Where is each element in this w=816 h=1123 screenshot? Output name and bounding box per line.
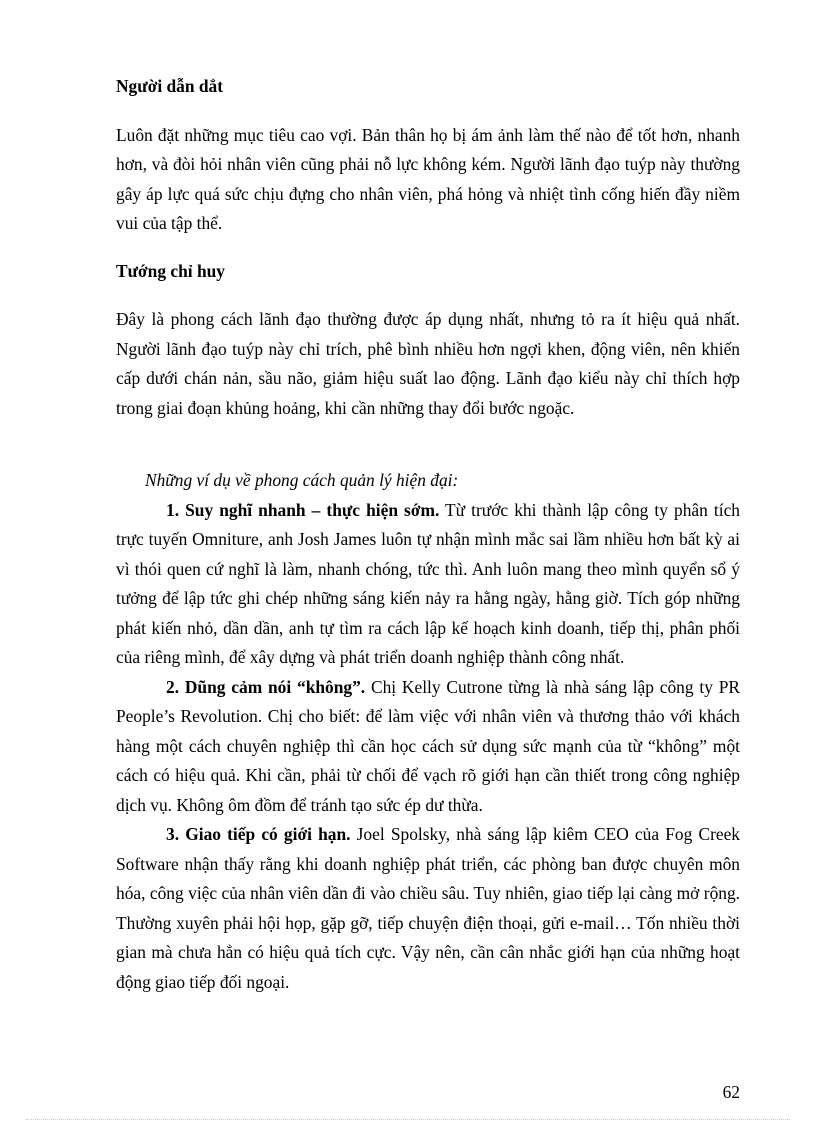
section-body-tuong-chi-huy: Đây là phong cách lãnh đạo thường được áp dụng nhất, nhưng tỏ ra ít hiệu quả nhất. Người lãnh đạo tuýp này chỉ trích, phê bình nhiều hơn ngợi khen, động viên, nên khiến cấp dưới chán nản, sầu não, giảm hiệu suất lao động. Lãnh đạo kiểu này chỉ thích hợp trong giai đoạn khủng hoảng, khi cần những thay đổi bước ngoặc. [116, 309, 740, 418]
page-content [116, 72, 740, 997]
example-item-1-lead: 1. Suy nghĩ nhanh – thực hiện sớm. [166, 499, 440, 520]
section-heading-tuong-chi-huy: Tướng chỉ huy [116, 260, 225, 281]
example-item-3 [116, 820, 740, 997]
example-item-2-text: Chị Kelly Cutrone từng là nhà sáng lập công ty PR People’s Revolution. Chị cho biết: để làm việc với nhân viên và thương thảo với khách hàng một cách chuyên nghiệp thì cần học cách sử dụng sức mạnh của từ “không” một cách có hiệu quả. Khi cần, phải từ chối để vạch rõ giới hạn cần thiết trong công nghiệp dịch vụ. Không ôm đồm để tránh tạo sức ép dư thừa. [116, 676, 740, 815]
examples-intro: Những ví dụ về phong cách quản lý hiện đại: [145, 470, 459, 490]
section-heading-nguoi-dan-dat: Người dẫn dắt [116, 76, 224, 96]
example-item-1-text: Từ trước khi thành lập công ty phân tích trực tuyến Omniture, anh Josh James luôn tự nhận mình mắc sai lầm nhiều hơn bất kỳ ai vì thói quen cứ nghĩ là làm, nhanh chóng, tức thì. Anh luôn mang theo mình quyển sổ ý tưởng để lập tức ghi chép những sáng kiến nảy ra hằng ngày, hằng giờ. Tích góp những phát kiến nhỏ, dần dần, anh tự tìm ra cách lập kế hoạch kinh doanh, tiếp thị, phân phối của riêng mình, để xây dựng và phát triển doanh nghiệp thành công nhất. [116, 499, 740, 667]
example-item-3-text: Joel Spolsky, nhà sáng lập kiêm CEO của Fog Creek Software nhận thấy rằng khi doanh nghiệp phát triển, các phòng ban được chuyên môn hóa, công việc của nhân viên dần đi vào chiều sâu. Tuy nhiên, giao tiếp lại càng mở rộng. Thường xuyên phải hội họp, gặp gỡ, tiếp chuyện điện thoại, gửi e-mail… Tốn nhiều thời gian mà chưa hẳn có hiệu quả tích cực. Vậy nên, cần cân nhắc giới hạn của những hoạt động giao tiếp đối ngoại. [116, 824, 740, 992]
example-item-3-lead: 3. Giao tiếp có giới hạn. [166, 824, 351, 844]
example-item-1 [116, 496, 740, 673]
page-number: 62 [722, 1082, 740, 1102]
footer-divider [26, 1119, 790, 1120]
section-body-nguoi-dan-dat: Luôn đặt những mục tiêu cao vợi. Bản thân họ bị ám ảnh làm thế nào để tốt hơn, nhanh hơn, và đòi hỏi nhân viên cũng phải nỗ lực không kém. Người lãnh đạo tuýp này thường gây áp lực quá sức chịu đựng cho nhân viên, phá hỏng và nhiệt tình cống hiến đầy niềm vui của tập thể. [116, 124, 740, 233]
example-item-2-lead: 2. Dũng cảm nói “không”. [166, 676, 366, 697]
example-item-2 [116, 673, 740, 821]
